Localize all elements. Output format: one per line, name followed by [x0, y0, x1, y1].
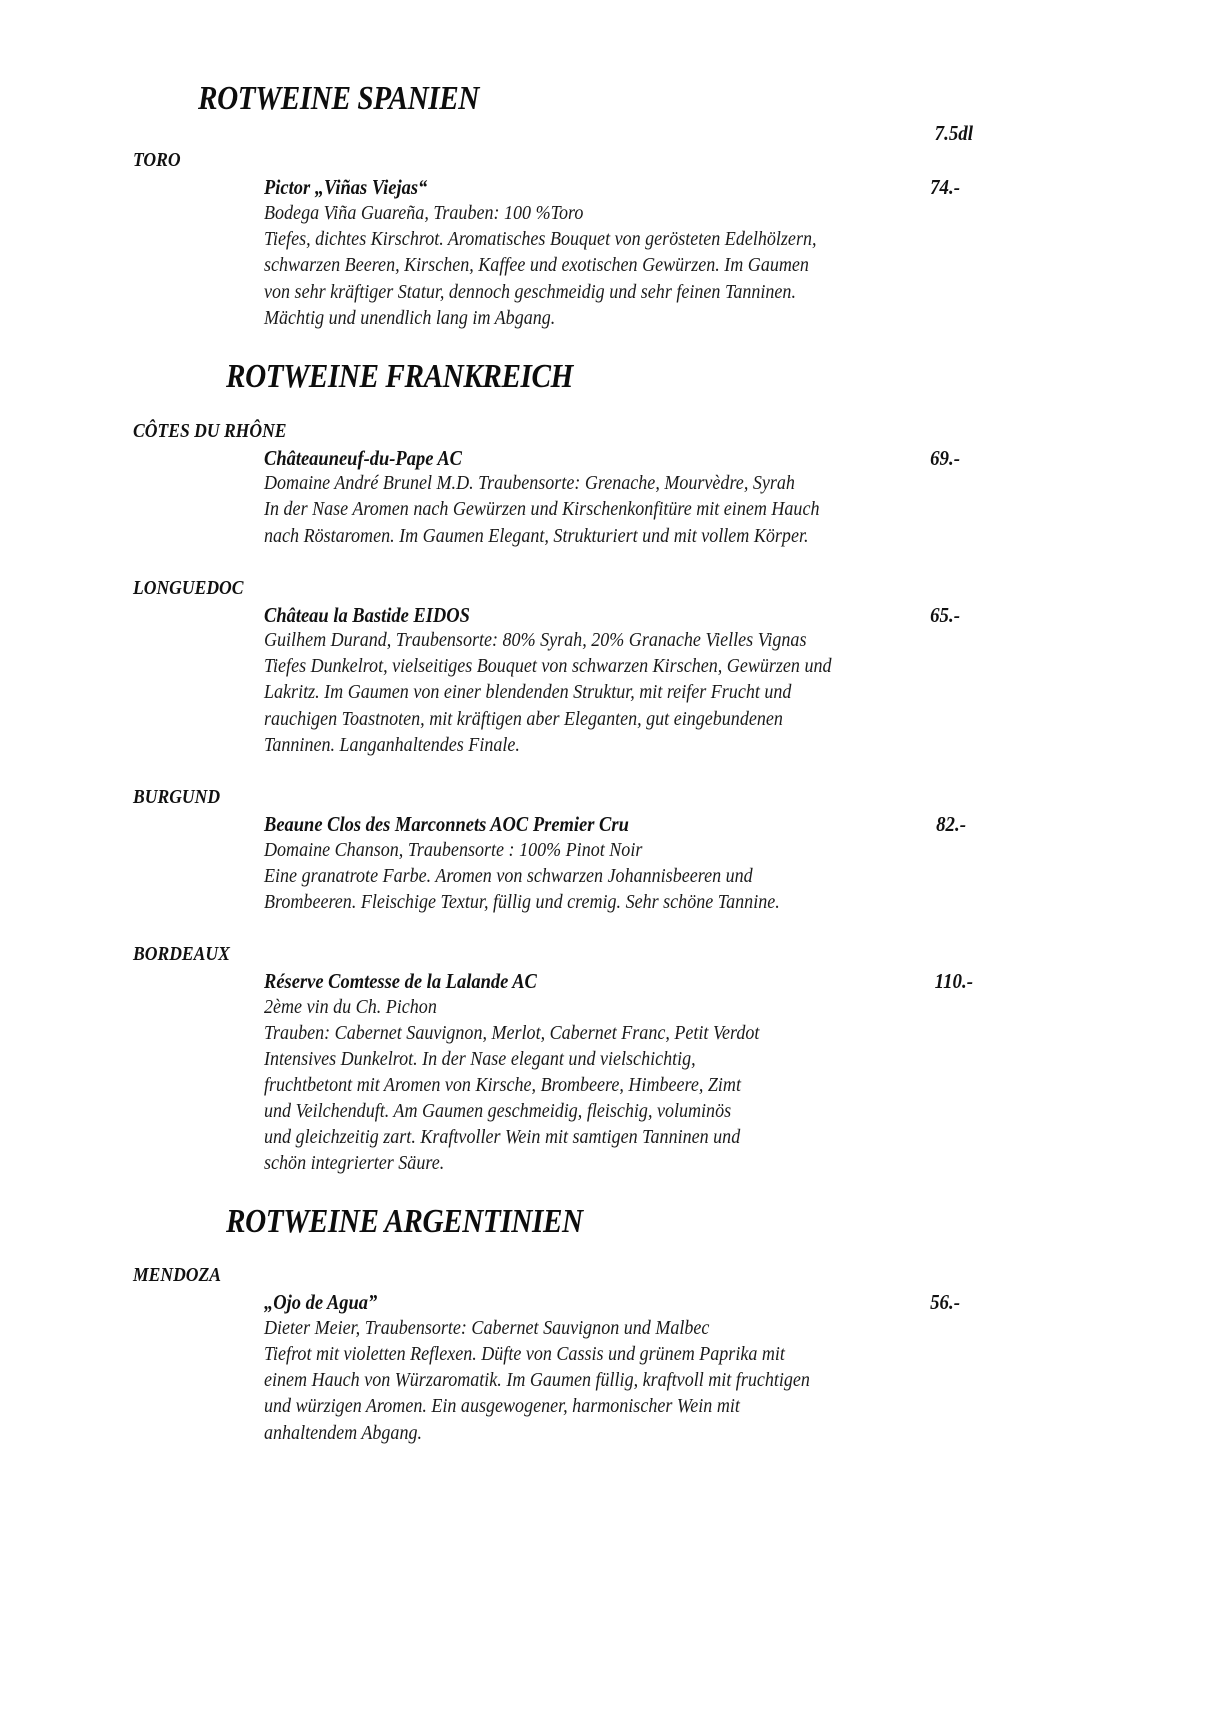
wine-name: „Ojo de Agua” [264, 1290, 378, 1314]
wine-description-line: anhaltendem Abgang. [264, 1422, 423, 1444]
wine-price: 110.- [934, 969, 973, 993]
wine-name: Réserve Comtesse de la Lalande AC [264, 969, 537, 993]
wine-description-line: Tiefes, dichtes Kirschrot. Aromatisches Bouquet von gerösteten Edelhölzern, [264, 228, 817, 250]
wine-description-line: rauchigen Toastnoten, mit kräftigen aber Eleganten, gut eingebundenen [264, 708, 783, 730]
wine-description-line: Tanninen. Langanhaltendes Finale. [264, 734, 520, 756]
wine-description-line: Intensives Dunkelrot. In der Nase elegant und vielschichtig, [264, 1048, 696, 1070]
wine-description-line: Lakritz. Im Gaumen von einer blendenden Struktur, mit reifer Frucht und [264, 681, 792, 703]
wine-price: 56.- [930, 1290, 960, 1314]
wine-description-line: fruchtbetont mit Aromen von Kirsche, Brombeere, Himbeere, Zimt [264, 1074, 741, 1096]
section-title-frankreich: ROTWEINE FRANKREICH [226, 358, 573, 395]
wine-name: Château la Bastide EIDOS [264, 603, 470, 627]
wine-description-line: Brombeeren. Fleischige Textur, füllig und cremig. Sehr schöne Tannine. [264, 891, 780, 913]
wine-description-line: schwarzen Beeren, Kirschen, Kaffee und exotischen Gewürzen. Im Gaumen [264, 254, 809, 276]
wine-description-line: Mächtig und unendlich lang im Abgang. [264, 307, 556, 329]
wine-description-line: Tiefrot mit violetten Reflexen. Düfte von Cassis und grünem Paprika mit [264, 1343, 785, 1365]
section-title-argentinien: ROTWEINE ARGENTINIEN [226, 1203, 583, 1240]
wine-description-line: und würzigen Aromen. Ein ausgewogener, harmonischer Wein mit [264, 1395, 740, 1417]
wine-price: 65.- [930, 603, 960, 627]
wine-description-line: Bodega Viña Guareña, Trauben: 100 %Toro [264, 202, 584, 224]
wine-description-line: nach Röstaromen. Im Gaumen Elegant, Strukturiert und mit vollem Körper. [264, 525, 809, 547]
wine-description-line: Domaine Chanson, Traubensorte : 100% Pinot Noir [264, 839, 643, 861]
bottle-size-label: 7.5dl [934, 121, 973, 145]
wine-description-line: und gleichzeitig zart. Kraftvoller Wein mit samtigen Tanninen und [264, 1126, 741, 1148]
wine-name: Pictor „Viñas Viejas“ [264, 175, 428, 199]
wine-description-line: In der Nase Aromen nach Gewürzen und Kirschenkonfitüre mit einem Hauch [264, 498, 820, 520]
wine-description-line: Guilhem Durand, Traubensorte: 80% Syrah, 20% Granache Vielles Vignas [264, 629, 807, 651]
region-cotes-du-rhone: CÔTES DU RHÔNE [133, 420, 287, 442]
wine-name: Beaune Clos des Marconnets AOC Premier Cru [264, 812, 629, 836]
wine-name: Châteauneuf-du-Pape AC [264, 446, 462, 470]
region-toro: TORO [133, 149, 181, 171]
wine-price: 69.- [930, 446, 960, 470]
region-bordeaux: BORDEAUX [133, 943, 230, 965]
wine-price: 74.- [930, 175, 960, 199]
region-longuedoc: LONGUEDOC [133, 577, 244, 599]
wine-description-line: einem Hauch von Würzaromatik. Im Gaumen füllig, kraftvoll mit fruchtigen [264, 1369, 810, 1391]
section-title-spanien: ROTWEINE SPANIEN [198, 80, 479, 117]
wine-description-line: schön integrierter Säure. [264, 1152, 445, 1174]
wine-description-line: Trauben: Cabernet Sauvignon, Merlot, Cabernet Franc, Petit Verdot [264, 1022, 760, 1044]
wine-description-line: Dieter Meier, Traubensorte: Cabernet Sauvignon und Malbec [264, 1317, 710, 1339]
region-mendoza: MENDOZA [133, 1264, 222, 1286]
wine-description-line: Domaine André Brunel M.D. Traubensorte: Grenache, Mourvèdre, Syrah [264, 472, 795, 494]
wine-description-line: Tiefes Dunkelrot, vielseitiges Bouquet von schwarzen Kirschen, Gewürzen und [264, 655, 832, 677]
wine-price: 82.- [936, 812, 966, 836]
wine-description-line: 2ème vin du Ch. Pichon [264, 996, 437, 1018]
wine-description-line: Eine granatrote Farbe. Aromen von schwarzen Johannisbeeren und [264, 865, 753, 887]
wine-description-line: und Veilchenduft. Am Gaumen geschmeidig, fleischig, voluminös [264, 1100, 732, 1122]
region-burgund: BURGUND [133, 786, 221, 808]
wine-description-line: von sehr kräftiger Statur, dennoch geschmeidig und sehr feinen Tanninen. [264, 281, 796, 303]
